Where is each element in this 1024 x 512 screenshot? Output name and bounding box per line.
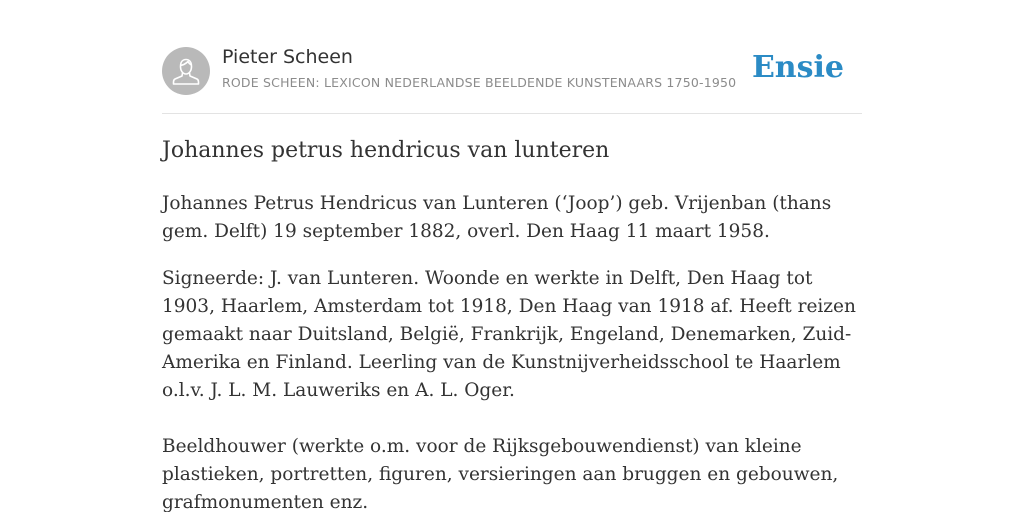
ensie-logo[interactable]: Ensie: [751, 50, 844, 85]
user-icon: [162, 47, 210, 95]
source-title[interactable]: RODE SCHEEN: LEXICON NEDERLANDSE BEELDENDE KUNSTENAARS 1750-1950: [222, 75, 737, 90]
article-title: Johannes petrus hendricus van lunteren: [162, 138, 610, 163]
article-paragraph: Beeldhouwer (werkte o.m. voor de Rijksgebouwendienst) van kleine plastieken, portretten, figuren, versieringen aan bruggen en gebouwen, grafmonumenten enz.: [162, 436, 839, 512]
article-paragraph: Johannes Petrus Hendricus van Lunteren (‘Joop’) geb. Vrijenban (thans gem. Delft) 19 september 1882, overl. Den Haag 11 maart 1958.: [162, 193, 832, 242]
author-header: [162, 46, 862, 96]
avatar[interactable]: [162, 47, 210, 95]
article-paragraph: Signeerde: J. van Lunteren. Woonde en werkte in Delft, Den Haag tot 1903, Haarlem, Amsterdam tot 1918, Den Haag van 1918 af. Heeft reizen gemaakt naar Duitsland, België, Frankrijk, Engeland, Denemarken, Zuid-Amerika en Finland. Leerling van de Kunstnijverheidsschool te Haarlem o.l.v. J. L. M. Lauweriks en A. L. Oger.: [162, 268, 856, 401]
author-name[interactable]: Pieter Scheen: [222, 46, 353, 68]
header-divider: [162, 113, 862, 114]
